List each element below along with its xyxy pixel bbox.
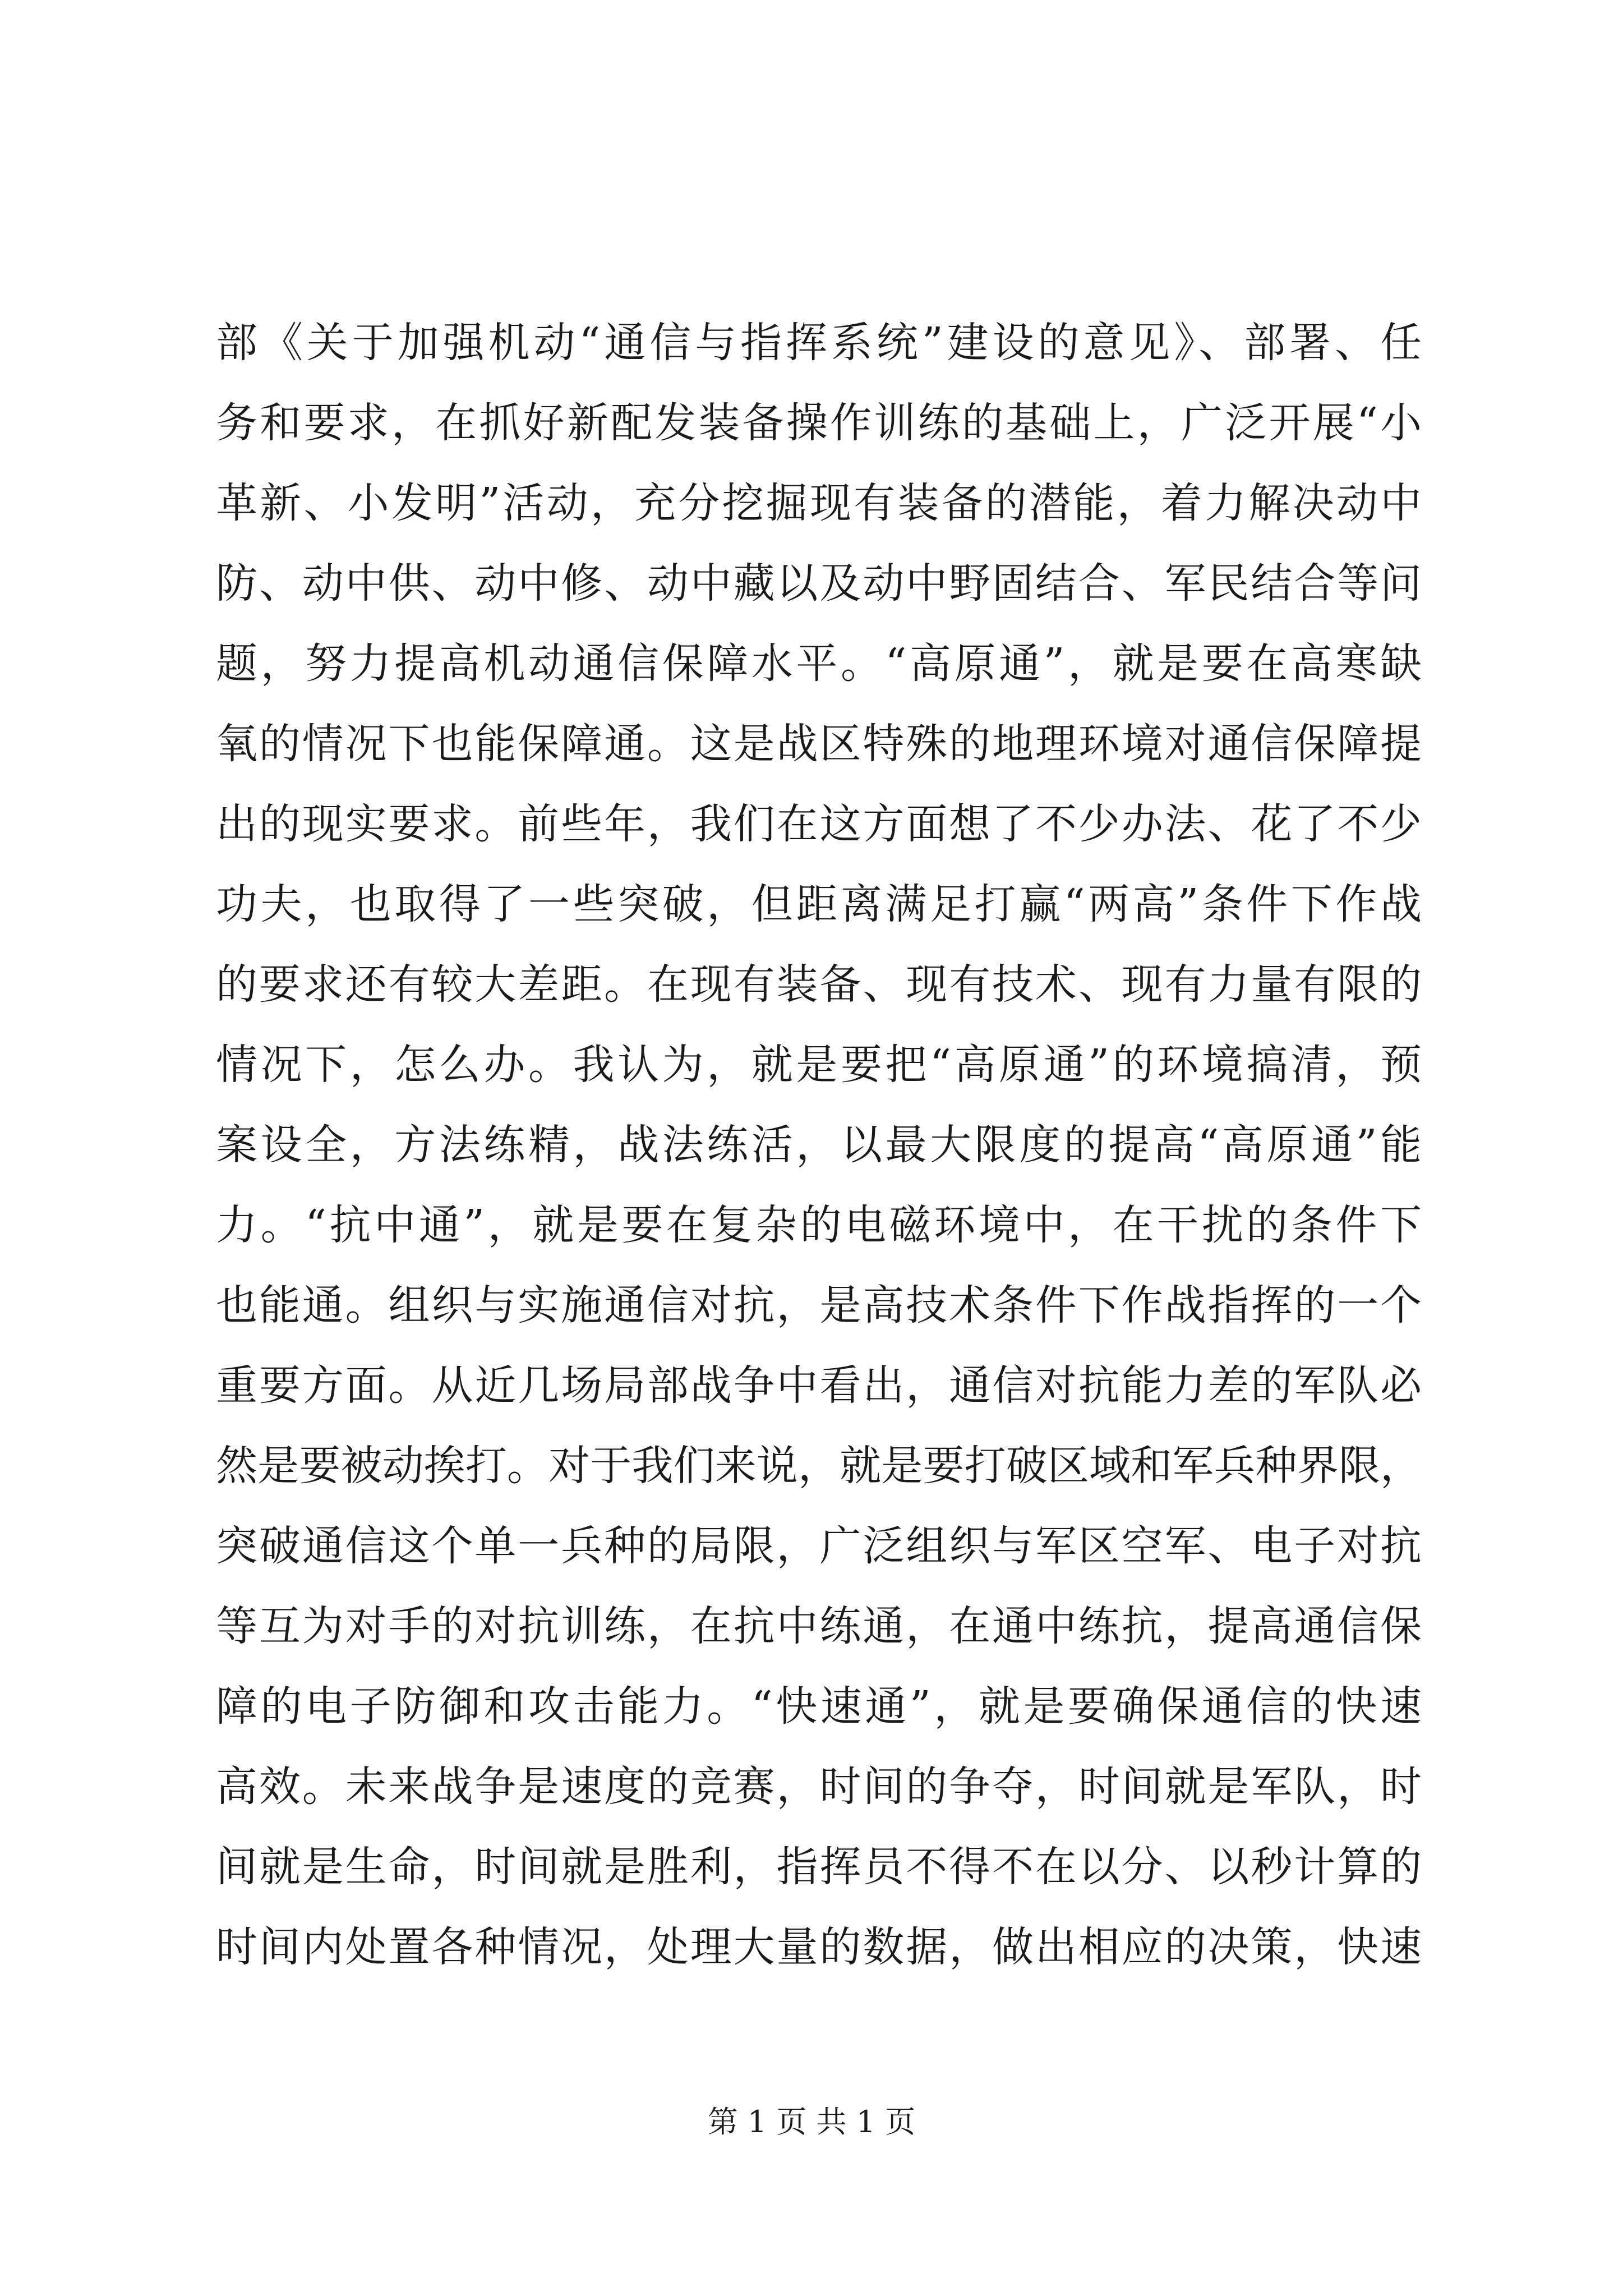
text-line: 题，努力提高机动通信保障水平。“高原通”，就是要在高寒缺 (216, 639, 1422, 688)
text-line: 案设全，方法练精，战法练活，以最大限度的提高“高原通”能 (216, 1121, 1422, 1169)
text-line: 革新、小发明”活动，充分挖掘现有装备的潜能，着力解决动中 (216, 479, 1422, 527)
text-line: 力。“抗中通”，就是要在复杂的电磁环境中，在干扰的条件下 (216, 1201, 1422, 1249)
text-line: 高效。未来战争是速度的竞赛，时间的争夺，时间就是军队，时 (216, 1763, 1422, 1811)
text-line: 突破通信这个单一兵种的局限，广泛组织与军区空军、电子对抗 (216, 1522, 1422, 1570)
page-number-label: 第 1 页 共 1 页 (707, 2104, 916, 2139)
text-line: 防、动中供、动中修、动中藏以及动中野固结合、军民结合等问 (216, 559, 1422, 608)
text-line: 重要方面。从近几场局部战争中看出，通信对抗能力差的军队必 (216, 1361, 1422, 1410)
text-line: 功夫，也取得了一些突破，但距离满足打赢“两高”条件下作战 (216, 880, 1422, 928)
text-line: 障的电子防御和攻击能力。“快速通”，就是要确保通信的快速 (216, 1682, 1422, 1731)
text-line: 部《关于加强机动“通信与指挥系统”建设的意见》、部署、任 (216, 319, 1422, 367)
text-line: 氧的情况下也能保障通。这是战区特殊的地理环境对通信保障提 (216, 720, 1422, 768)
text-line: 时间内处置各种情况，处理大量的数据，做出相应的决策，快速 (216, 1923, 1422, 1971)
text-line: 然是要被动挨打。对于我们来说，就是要打破区域和军兵种界限， (216, 1442, 1422, 1490)
text-line: 的要求还有较大差距。在现有装备、现有技术、现有力量有限的 (216, 960, 1422, 1009)
text-line: 也能通。组织与实施通信对抗，是高技术条件下作战指挥的一个 (216, 1281, 1422, 1329)
page-footer (0, 2098, 1623, 2141)
text-line: 出的现实要求。前些年，我们在这方面想了不少办法、花了不少 (216, 800, 1422, 848)
text-line: 务和要求，在抓好新配发装备操作训练的基础上，广泛开展“小 (216, 399, 1422, 447)
text-line: 等互为对手的对抗训练，在抗中练通，在通中练抗，提高通信保 (216, 1602, 1422, 1650)
text-line: 情况下，怎么办。我认为，就是要把“高原通”的环境搞清，预 (216, 1041, 1422, 1089)
body-text (216, 303, 1422, 1987)
text-line: 间就是生命，时间就是胜利，指挥员不得不在以分、以秒计算的 (216, 1843, 1422, 1891)
